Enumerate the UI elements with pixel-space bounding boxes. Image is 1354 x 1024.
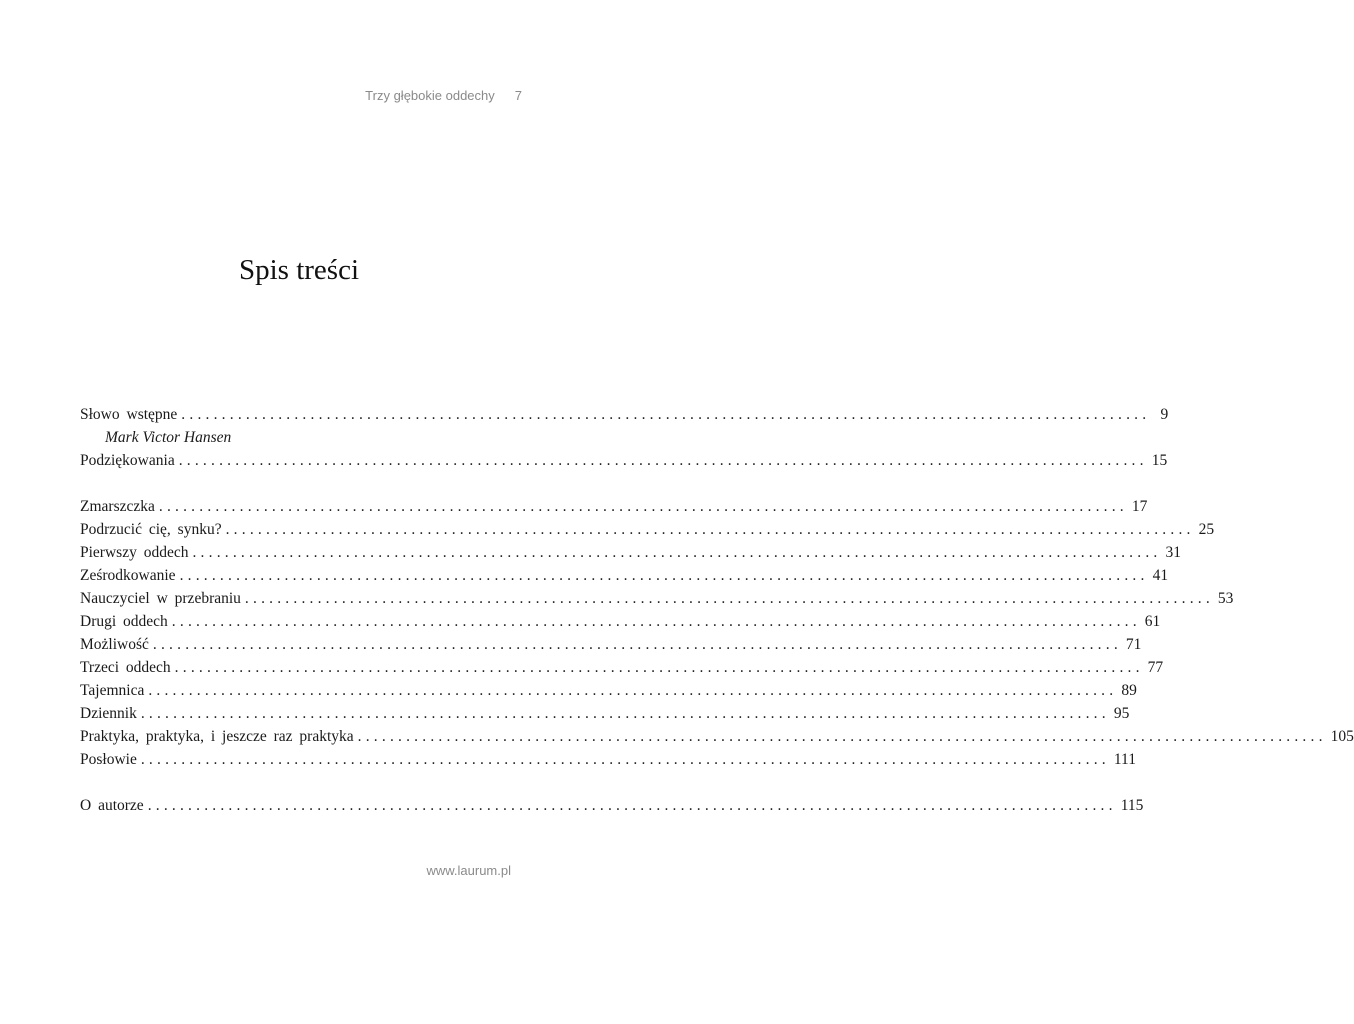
toc-entry-title: Możliwość <box>80 636 149 653</box>
toc-entry-title: O autorze <box>80 797 144 814</box>
toc-entry-page: 111 <box>1113 751 1136 768</box>
toc-back-matter <box>80 794 1144 817</box>
toc-entry-page: 105 <box>1330 728 1354 745</box>
toc-entry <box>80 748 1136 771</box>
toc-entry-title: Podziękowania <box>80 452 175 469</box>
toc-entry <box>80 495 1148 518</box>
toc-entry <box>80 702 1130 725</box>
toc-entry <box>80 679 1137 702</box>
toc-entry <box>80 633 1142 656</box>
toc-entry-title: Ześrodkowanie <box>80 567 176 584</box>
toc-front-matter <box>80 403 1169 472</box>
toc-entry-page: 89 <box>1121 682 1137 699</box>
table-of-contents <box>80 403 1354 817</box>
toc-entry-title: Tajemnica <box>80 682 145 699</box>
toc-dot-leader: ........................................................................................................................ <box>152 636 1122 653</box>
toc-entry-page: 61 <box>1144 613 1161 630</box>
toc-entry <box>80 518 1215 541</box>
toc-entry-author: Mark Victor Hansen <box>105 429 232 446</box>
toc-dot-leader: ........................................................................................................................ <box>192 544 1162 561</box>
page-title: Spis treści <box>238 254 360 286</box>
toc-entry-title: Pierwszy oddech <box>80 544 189 561</box>
toc-entry-title: Trzeci oddech <box>80 659 171 676</box>
publisher-url: www.laurum.pl <box>426 863 511 878</box>
toc-entry-title: Słowo wstępne <box>80 406 178 423</box>
toc-chapters <box>80 495 1354 771</box>
toc-entry-page: 95 <box>1113 705 1130 722</box>
toc-entry <box>80 587 1234 610</box>
toc-dot-leader: ........................................................................................................................ <box>140 705 1110 722</box>
toc-entry <box>80 564 1169 587</box>
toc-dot-leader: ........................................................................................................................ <box>357 728 1327 745</box>
toc-entry-page: 9 <box>1160 406 1169 423</box>
running-header <box>365 88 522 103</box>
toc-entry <box>80 794 1144 817</box>
toc-entry <box>80 449 1168 472</box>
toc-dot-leader: ........................................................................................................................ <box>147 797 1117 814</box>
toc-dot-leader: ........................................................................................................................ <box>158 498 1128 515</box>
toc-entry-title: Dziennik <box>80 705 137 722</box>
toc-entry-title: Podrzucić cię, synku? <box>80 521 222 538</box>
toc-dot-leader: ........................................................................................................................ <box>178 452 1148 469</box>
toc-entry-title: Praktyka, praktyka, i jeszcze raz praktyka <box>80 728 354 745</box>
toc-entry-page: 31 <box>1165 544 1181 561</box>
toc-entry <box>80 725 1354 748</box>
toc-entry <box>80 610 1161 633</box>
toc-entry-title: Zmarszczka <box>80 498 155 515</box>
toc-entry-page: 15 <box>1151 452 1168 469</box>
toc-dot-leader: ........................................................................................................................ <box>181 406 1151 423</box>
running-title: Trzy głębokie oddechy <box>365 88 495 103</box>
toc-entry-page: 77 <box>1147 659 1164 676</box>
toc-entry-page: 25 <box>1198 521 1215 538</box>
toc-entry <box>80 656 1164 679</box>
toc-dot-leader: ........................................................................................................................ <box>171 613 1141 630</box>
toc-dot-leader: ........................................................................................................................ <box>148 682 1118 699</box>
toc-dot-leader: ........................................................................................................................ <box>225 521 1195 538</box>
toc-dot-leader: ........................................................................................................................ <box>140 751 1110 768</box>
toc-entry-page: 53 <box>1217 590 1234 607</box>
toc-entry-page: 71 <box>1125 636 1142 653</box>
toc-entry-title: Posłowie <box>80 751 137 768</box>
header-page-number: 7 <box>514 88 522 103</box>
toc-entry-page: 41 <box>1152 567 1169 584</box>
toc-entry-title: Nauczyciel w przebraniu <box>80 590 241 607</box>
toc-entry-page: 17 <box>1131 498 1148 515</box>
toc-entry <box>80 541 1181 564</box>
toc-dot-leader: ........................................................................................................................ <box>179 567 1149 584</box>
toc-entry-title: Drugi oddech <box>80 613 168 630</box>
toc-dot-leader: ........................................................................................................................ <box>174 659 1144 676</box>
toc-entry <box>80 403 1169 426</box>
toc-entry-page: 115 <box>1120 797 1144 814</box>
toc-dot-leader: ........................................................................................................................ <box>244 590 1214 607</box>
